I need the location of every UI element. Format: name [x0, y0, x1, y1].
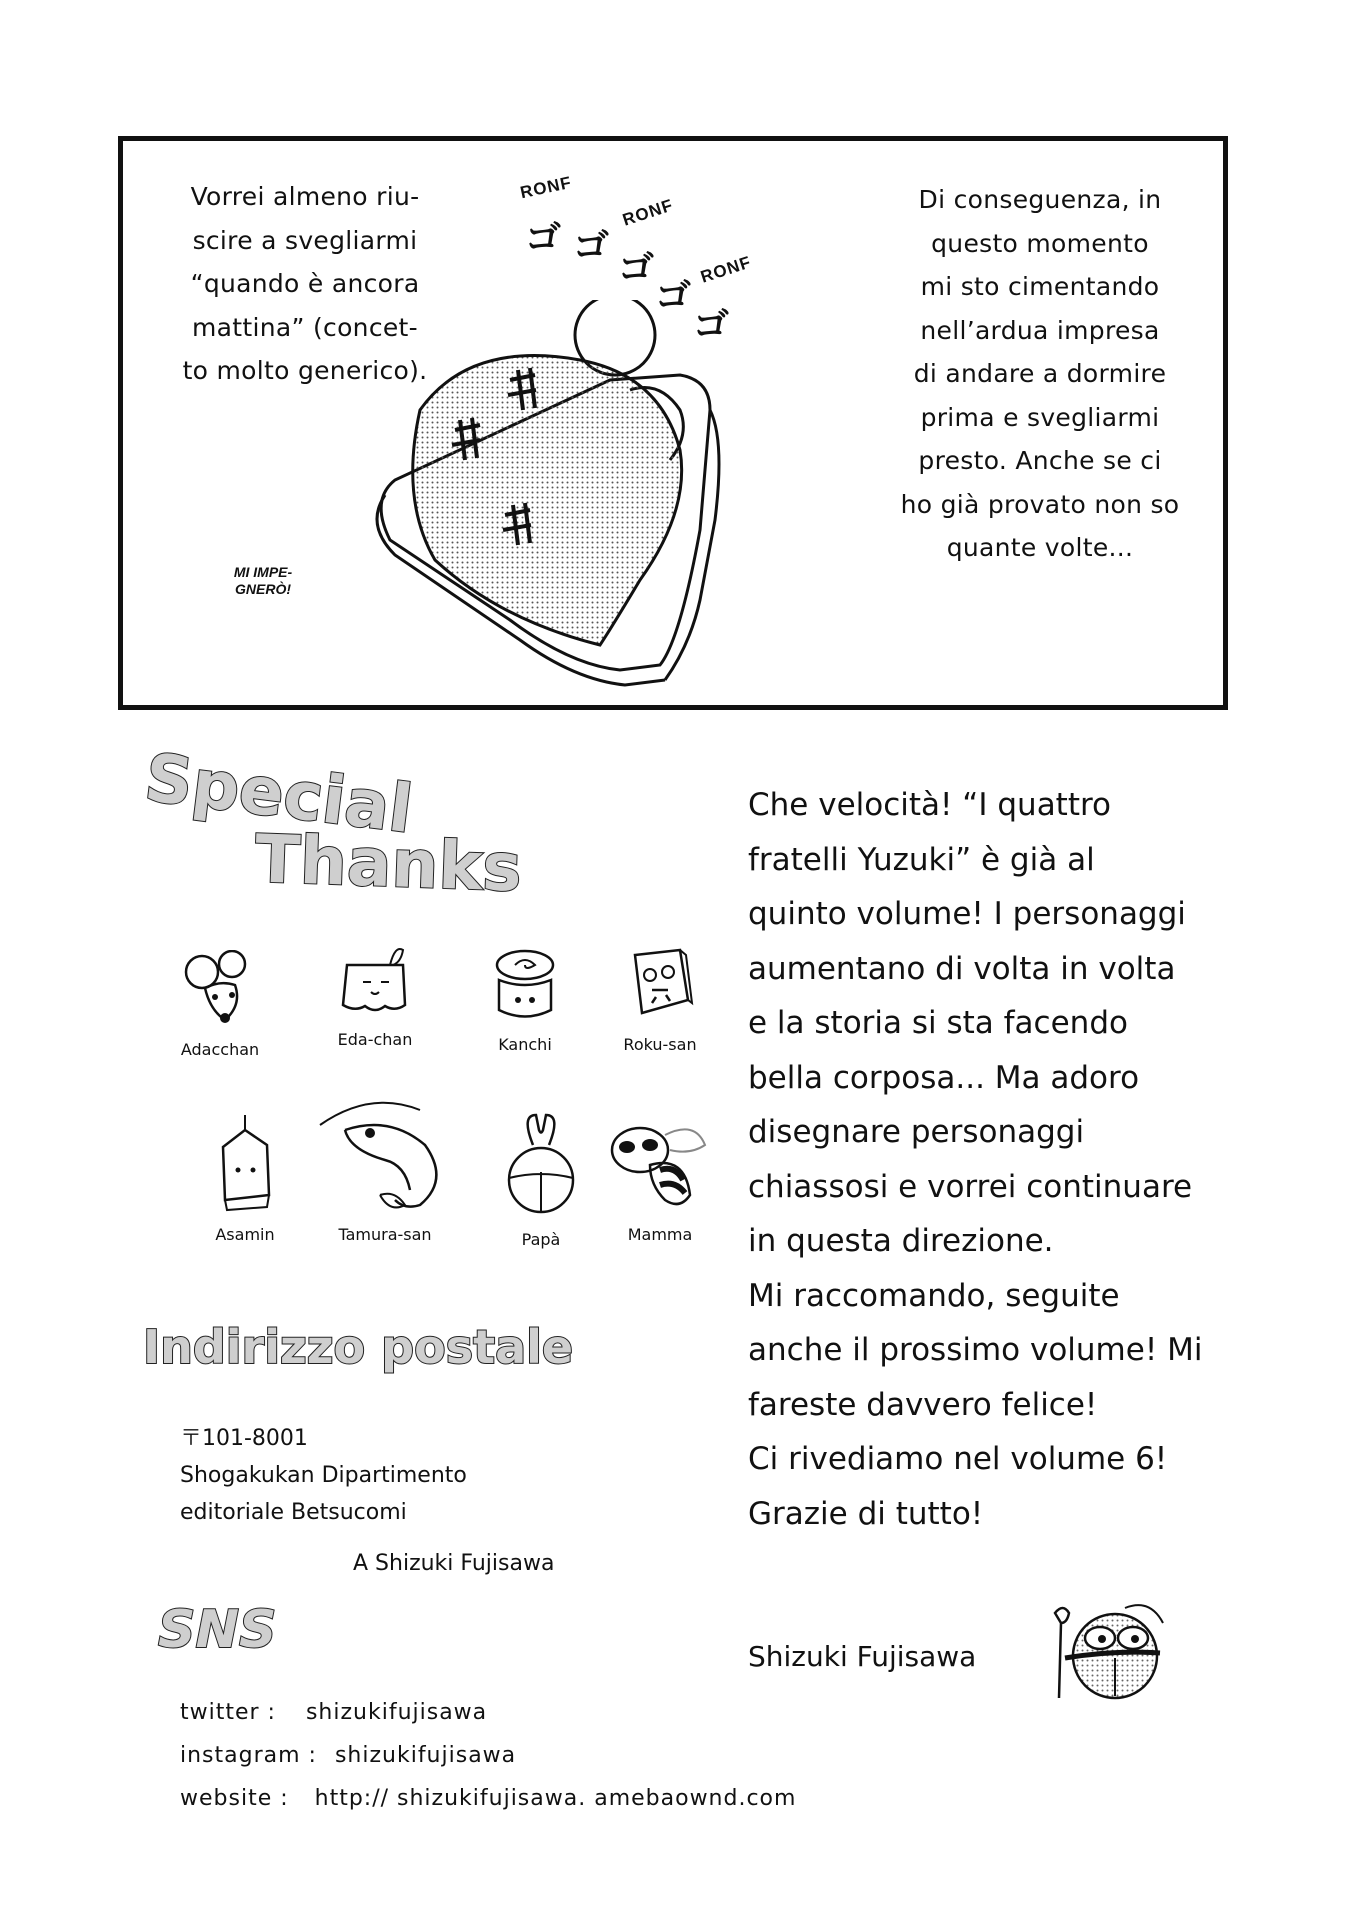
- text-line: quante volte...: [946, 533, 1134, 562]
- address-line2: editoriale Betsucomi: [180, 1500, 407, 1525]
- futon-illustration: [360, 300, 880, 690]
- character-name: Tamura-san: [338, 1225, 432, 1244]
- sfx-ronf: RONF: [620, 195, 676, 230]
- author-signature: Shizuki Fujisawa: [748, 1640, 977, 1673]
- sfx-ronf: RONF: [698, 252, 754, 287]
- message-line: e la storia si sta facendo: [748, 1005, 1128, 1041]
- sns-title: SNS: [158, 1600, 277, 1660]
- sfx-kana: ゴ: [525, 218, 562, 259]
- thanks-character: [605, 945, 715, 1054]
- instagram-handle[interactable]: shizukifujisawa: [334, 1743, 517, 1768]
- message-line: Grazie di tutto!: [748, 1495, 984, 1532]
- shrimp-icon: [310, 1095, 460, 1215]
- text-line: nell’ardua impresa: [920, 315, 1160, 345]
- message-line: fareste davvero felice!: [748, 1386, 1098, 1423]
- character-name: Mamma: [627, 1225, 693, 1244]
- thanks-character: [470, 945, 580, 1054]
- special-thanks-title-line1: Special: [140, 739, 417, 849]
- message-line: anche il prossimo volume! Mi: [748, 1332, 1203, 1368]
- character-name: Eda-chan: [337, 1030, 413, 1049]
- text-line: mi sto cimentando: [920, 272, 1160, 301]
- thanks-character: [320, 940, 430, 1049]
- text-line: di andare a dormire: [913, 359, 1167, 388]
- website-label: website :: [180, 1786, 289, 1811]
- sns-instagram: [180, 1743, 516, 1768]
- special-thanks-title-line2: Thanks: [253, 820, 523, 907]
- twitter-handle[interactable]: shizukifujisawa: [305, 1700, 488, 1725]
- book-icon: [620, 945, 700, 1025]
- bee-icon: [605, 1115, 715, 1215]
- sfx-kana: ゴ: [655, 276, 692, 317]
- character-name: Adacchan: [180, 1040, 260, 1059]
- sfx-ronf: RONF: [518, 172, 574, 203]
- sfx-kana: ゴ: [618, 248, 655, 289]
- thanks-character: [190, 1115, 300, 1244]
- message-line: bella corposa... Ma adoro: [748, 1059, 1140, 1096]
- thanks-character: [300, 1095, 470, 1244]
- panel-right-text: [870, 178, 1210, 570]
- text-line: presto. Anche se ci: [918, 446, 1162, 475]
- thanks-character: [600, 1115, 720, 1244]
- character-name: Kanchi: [498, 1035, 552, 1054]
- message-line: aumentano di volta in volta: [748, 950, 1176, 987]
- tin-can-icon: [485, 945, 565, 1025]
- website-url[interactable]: http:// shizukifujisawa. amebaownd.com: [314, 1786, 797, 1811]
- sfx-kana: ゴ: [693, 305, 730, 346]
- twitter-label: twitter :: [180, 1700, 276, 1725]
- text-line: mattina” (concet-: [192, 312, 418, 342]
- message-line: disegnare personaggi: [748, 1114, 1085, 1150]
- thanks-character: [486, 1110, 596, 1249]
- sfx-kana: ゴ: [573, 226, 610, 267]
- tree-stump-icon: [335, 940, 415, 1020]
- sns-website: [180, 1786, 796, 1811]
- address-recipient: A Shizuki Fujisawa: [353, 1551, 555, 1576]
- text-line: prima e svegliarmi: [920, 402, 1160, 432]
- thanks-character: [165, 950, 275, 1059]
- author-message: [748, 778, 1268, 1541]
- stag-beetle-icon: [501, 1110, 581, 1220]
- character-name: Papà: [521, 1230, 561, 1249]
- text-line: ho già provato non so: [900, 489, 1180, 519]
- caption-line: MI IMPE-: [233, 564, 293, 580]
- caption-line: GNERÒ!: [235, 581, 291, 597]
- text-line: Vorrei almeno riu-: [190, 182, 420, 211]
- mouse-icon: [180, 950, 260, 1030]
- message-line: chiassosi e vorrei continuare: [748, 1168, 1193, 1205]
- character-name: Roku-san: [623, 1035, 697, 1054]
- postal-address-title: Indirizzo postale: [143, 1320, 574, 1374]
- postal-code: 〒101-8001: [180, 1426, 308, 1451]
- instagram-label: instagram :: [180, 1743, 317, 1768]
- sns-twitter: [180, 1700, 487, 1725]
- message-line: fratelli Yuzuki” è già al: [748, 841, 1095, 878]
- message-line: quinto volume! I personaggi: [748, 896, 1186, 932]
- text-line: questo momento: [931, 228, 1149, 258]
- text-line: to molto generico).: [182, 356, 428, 385]
- message-line: Ci rivediamo nel volume 6!: [748, 1441, 1168, 1477]
- character-name: Asamin: [215, 1225, 275, 1244]
- message-line: Mi raccomando, seguite: [748, 1277, 1120, 1314]
- caption-mi-impegnero: [213, 564, 313, 598]
- text-line: scire a svegliarmi: [192, 225, 418, 255]
- text-line: Di conseguenza, in: [918, 185, 1162, 214]
- message-line: Che velocità! “I quattro: [748, 787, 1112, 823]
- message-line: in questa direzione.: [748, 1223, 1054, 1259]
- author-mascot-icon: [1045, 1598, 1175, 1703]
- address-line1: Shogakukan Dipartimento: [180, 1463, 467, 1488]
- text-line: “quando è ancora: [190, 269, 420, 298]
- syringe-icon: [205, 1115, 285, 1215]
